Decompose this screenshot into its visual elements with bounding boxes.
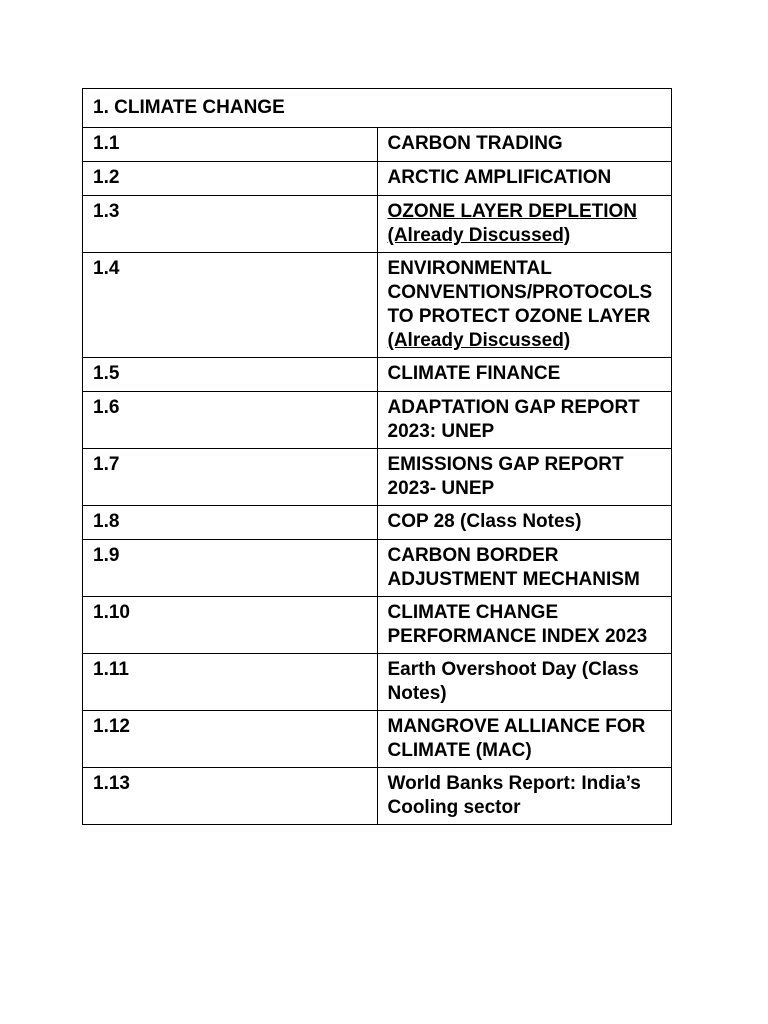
row-number: 1.2	[83, 162, 378, 196]
table-header-row	[83, 89, 672, 128]
row-number: 1.12	[83, 711, 378, 768]
table-row	[83, 449, 672, 506]
topic-text: ENVIRONMENTAL CONVENTIONS/PROTOCOLS TO PROTECT OZONE LAYER	[387, 258, 653, 327]
table-row	[83, 358, 672, 392]
row-number: 1.11	[83, 654, 378, 711]
row-number: 1.8	[83, 506, 378, 540]
table-row	[83, 711, 672, 768]
row-topic: ARCTIC AMPLIFICATION	[377, 162, 672, 196]
row-topic: CARBON BORDER ADJUSTMENT MECHANISM	[377, 540, 672, 597]
row-topic	[377, 253, 672, 358]
table-row	[83, 392, 672, 449]
topic-table	[82, 88, 672, 825]
row-topic: Earth Overshoot Day (Class Notes)	[377, 654, 672, 711]
row-topic: EMISSIONS GAP REPORT 2023- UNEP	[377, 449, 672, 506]
row-number: 1.9	[83, 540, 378, 597]
table-row	[83, 253, 672, 358]
row-topic: World Banks Report: India’s Cooling sector	[377, 768, 672, 825]
row-topic-underlined	[377, 196, 672, 253]
row-number: 1.7	[83, 449, 378, 506]
underlined-topic-text: OZONE LAYER DEPLETION (Already Discussed)	[387, 201, 637, 246]
table-row	[83, 654, 672, 711]
row-number: 1.1	[83, 128, 378, 162]
row-number: 1.13	[83, 768, 378, 825]
row-number: 1.3	[83, 196, 378, 253]
row-topic: COP 28 (Class Notes)	[377, 506, 672, 540]
table-row	[83, 196, 672, 253]
table-row	[83, 768, 672, 825]
row-number: 1.5	[83, 358, 378, 392]
table-row	[83, 540, 672, 597]
row-topic: CARBON TRADING	[377, 128, 672, 162]
row-topic: CLIMATE FINANCE	[377, 358, 672, 392]
row-topic: MANGROVE ALLIANCE FOR CLIMATE (MAC)	[377, 711, 672, 768]
row-topic: ADAPTATION GAP REPORT 2023: UNEP	[377, 392, 672, 449]
table-row	[83, 162, 672, 196]
already-discussed-note: (Already Discussed)	[387, 330, 571, 351]
table-row	[83, 597, 672, 654]
table-row	[83, 128, 672, 162]
row-number: 1.4	[83, 253, 378, 358]
row-topic: CLIMATE CHANGE PERFORMANCE INDEX 2023	[377, 597, 672, 654]
table-row	[83, 506, 672, 540]
section-heading-cell	[83, 89, 672, 128]
row-number: 1.6	[83, 392, 378, 449]
section-heading: 1. CLIMATE CHANGE	[93, 97, 285, 118]
row-number: 1.10	[83, 597, 378, 654]
